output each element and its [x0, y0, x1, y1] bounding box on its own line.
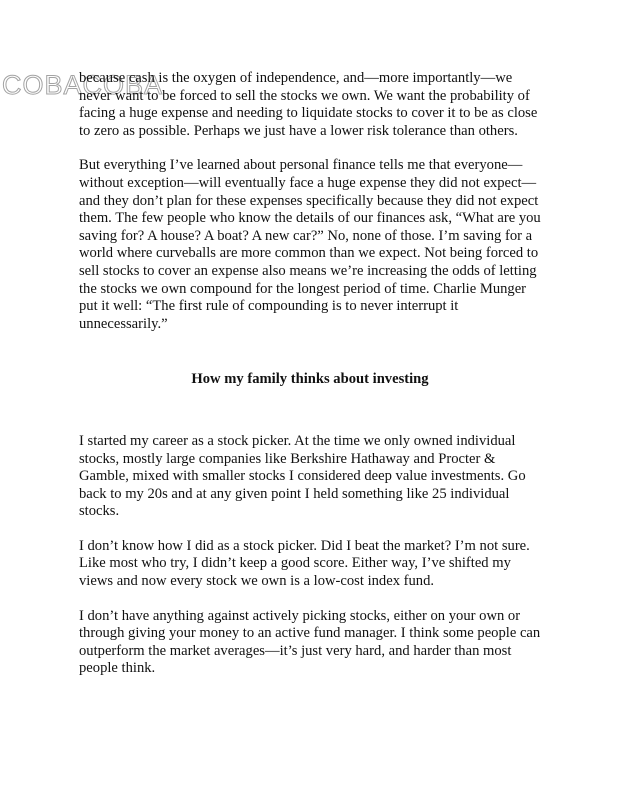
paragraph-personal-finance: But everything I’ve learned about personal finance tells me that everyone—without exception—will eventually face a huge expense they did not expect—and they don’t plan for these expenses specifically because they did not expect them. The few people who know the details of our finances ask, “What are you saving for? A house? A boat? A new car?” No, none of those. I’m saving for a world where curveballs are more common than we expect. Not being forced to sell stocks to cover an expense also means we’re increasing the odds of letting the stocks we own compound for the longest period of time. Charlie Munger put it well: “The first rule of compounding is to never interrupt it unnecessarily.” — [79, 157, 541, 332]
document-body — [79, 70, 541, 678]
paragraph-stock-picker: I started my career as a stock picker. At the time we only owned individual stocks, mostly large companies like Berkshire Hathaway and Procter & Gamble, mixed with smaller stocks I considered deep value investments. Go back to my 20s and at any given point I held something like 25 individual stocks. — [79, 432, 526, 520]
paragraph-index-funds: I don’t know how I did as a stock picker. Did I beat the market? I’m not sure. Like most who try, I didn’t keep a good score. Either way, I’ve shifted my views and now every stock we own is a low-cost index fund. — [79, 537, 530, 590]
paragraph-intro: because cash is the oxygen of independence, and—more importantly—we never want to be forced to sell the stocks we own. We want the probability of facing a huge expense and needing to liquidate stocks to cover it to be as close to zero as possible. Perhaps we just have a lower risk tolerance than others. — [79, 70, 538, 139]
watermark-logo: COBACOBA — [2, 70, 164, 100]
section-heading: How my family thinks about investing — [191, 371, 429, 388]
paragraph-active-picking: I don’t have anything against actively picking stocks, either on your own or through giving your money to an active fund manager. I think some people can outperform the market averages—it’s just very hard, and harder than most people think. — [79, 607, 541, 677]
